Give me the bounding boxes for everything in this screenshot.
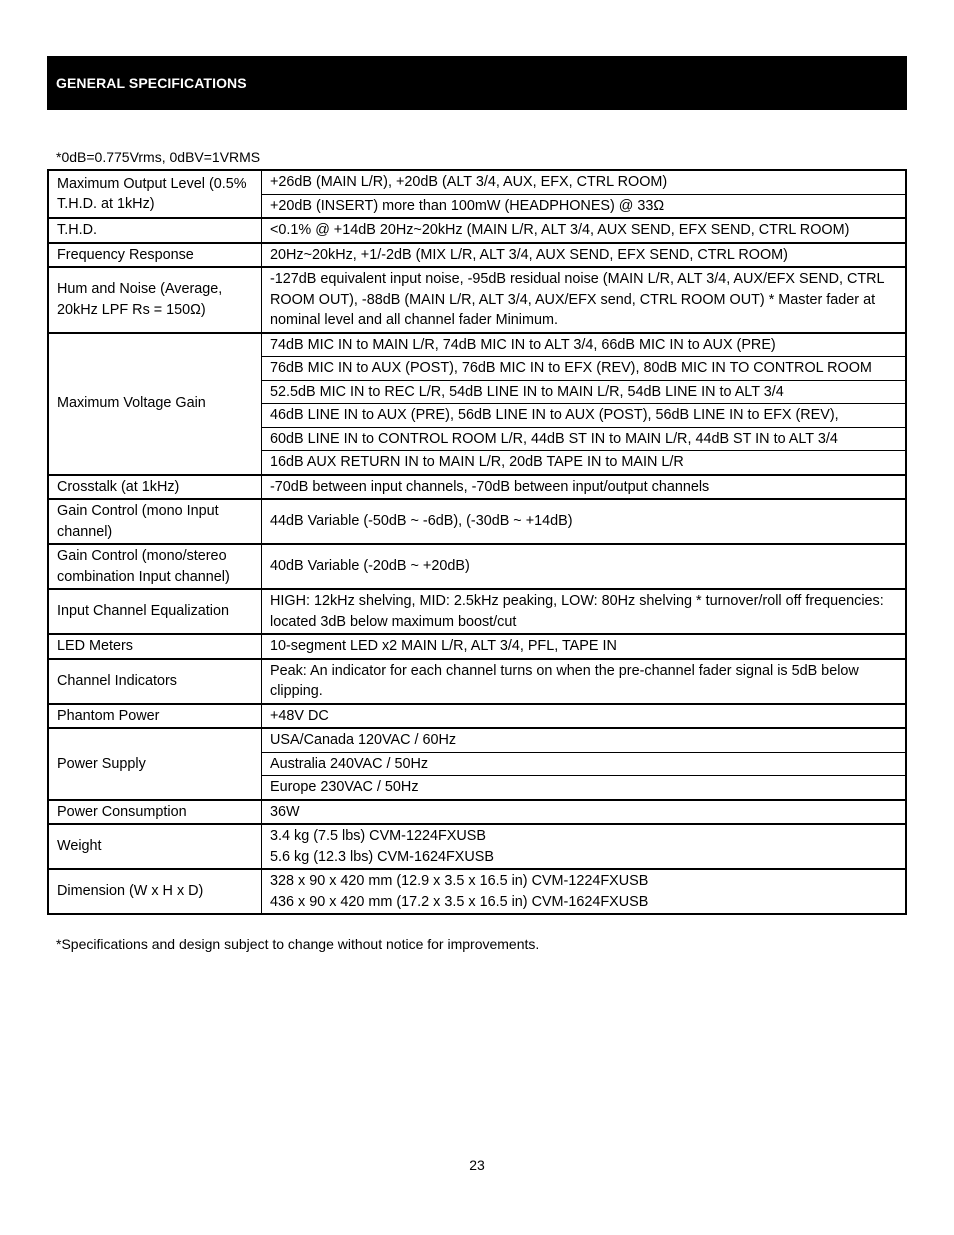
spec-value: 46dB LINE IN to AUX (PRE), 56dB LINE IN to AUX (POST), 56dB LINE IN to EFX (REV),: [262, 404, 907, 428]
spec-label: Channel Indicators: [48, 659, 262, 704]
spec-value: 60dB LINE IN to CONTROL ROOM L/R, 44dB ST IN to MAIN L/R, 44dB ST IN to ALT 3/4: [262, 427, 907, 451]
spec-value: 44dB Variable (-50dB ~ -6dB), (-30dB ~ +14dB): [262, 499, 907, 544]
section-header-bar: [47, 56, 907, 110]
spec-label: Hum and Noise (Average, 20kHz LPF Rs = 150Ω): [48, 267, 262, 333]
spec-label: LED Meters: [48, 634, 262, 659]
spec-row: [48, 704, 906, 729]
spec-row: [48, 544, 906, 589]
section-title: GENERAL SPECIFICATIONS: [56, 75, 247, 91]
spec-value: -70dB between input channels, -70dB between input/output channels: [262, 475, 907, 500]
spec-value: 76dB MIC IN to AUX (POST), 76dB MIC IN to EFX (REV), 80dB MIC IN TO CONTROL ROOM: [262, 357, 907, 381]
spec-label: Crosstalk (at 1kHz): [48, 475, 262, 500]
spec-row: [48, 869, 906, 914]
specifications-table: [47, 169, 907, 915]
spec-value: HIGH: 12kHz shelving, MID: 2.5kHz peaking, LOW: 80Hz shelving * turnover/roll off frequencies: located 3dB below maximum boost/cut: [262, 589, 907, 634]
spec-value: Australia 240VAC / 50Hz: [262, 752, 907, 776]
spec-label: Frequency Response: [48, 243, 262, 268]
spec-label: Weight: [48, 824, 262, 869]
spec-value: USA/Canada 120VAC / 60Hz: [262, 728, 907, 752]
page-number: 23: [469, 1157, 485, 1173]
spec-value: <0.1% @ +14dB 20Hz~20kHz (MAIN L/R, ALT 3/4, AUX SEND, EFX SEND, CTRL ROOM): [262, 218, 907, 243]
spec-label: Power Supply: [48, 728, 262, 800]
spec-row: [48, 634, 906, 659]
spec-value: 16dB AUX RETURN IN to MAIN L/R, 20dB TAPE IN to MAIN L/R: [262, 451, 907, 475]
spec-row: [48, 499, 906, 544]
spec-label: Gain Control (mono/stereo combination Input channel): [48, 544, 262, 589]
reference-note: *0dB=0.775Vrms, 0dBV=1VRMS: [56, 149, 261, 165]
spec-label: Power Consumption: [48, 800, 262, 825]
spec-row: [48, 475, 906, 500]
spec-value: 20Hz~20kHz, +1/-2dB (MIX L/R, ALT 3/4, AUX SEND, EFX SEND, CTRL ROOM): [262, 243, 907, 268]
disclaimer-note: *Specifications and design subject to change without notice for improvements.: [56, 936, 540, 952]
specifications-table-body: [48, 170, 906, 914]
spec-row: [48, 170, 906, 194]
spec-value: +20dB (INSERT) more than 100mW (HEADPHONES) @ 33Ω: [262, 194, 907, 218]
spec-value: Peak: An indicator for each channel turns on when the pre-channel fader signal is 5dB below clipping.: [262, 659, 907, 704]
spec-row: [48, 267, 906, 333]
spec-value: 52.5dB MIC IN to REC L/R, 54dB LINE IN to MAIN L/R, 54dB LINE IN to ALT 3/4: [262, 380, 907, 404]
spec-value: 3.4 kg (7.5 lbs) CVM-1224FXUSB 5.6 kg (12.3 lbs) CVM-1624FXUSB: [262, 824, 907, 869]
spec-row: [48, 589, 906, 634]
spec-row: [48, 218, 906, 243]
spec-value: +26dB (MAIN L/R), +20dB (ALT 3/4, AUX, EFX, CTRL ROOM): [262, 170, 907, 194]
spec-value: 40dB Variable (-20dB ~ +20dB): [262, 544, 907, 589]
spec-value: 74dB MIC IN to MAIN L/R, 74dB MIC IN to ALT 3/4, 66dB MIC IN to AUX (PRE): [262, 333, 907, 357]
spec-label: Phantom Power: [48, 704, 262, 729]
spec-label: Maximum Output Level (0.5% T.H.D. at 1kHz): [48, 170, 262, 218]
spec-value: -127dB equivalent input noise, -95dB residual noise (MAIN L/R, ALT 3/4, AUX/EFX SEND, CTRL ROOM OUT), -88dB (MAIN L/R, ALT 3/4, AUX/EFX send, CTRL ROOM OUT) * Master fader at nominal level and all channel fader Minimum.: [262, 267, 907, 333]
spec-row: [48, 800, 906, 825]
spec-label: Dimension (W x H x D): [48, 869, 262, 914]
spec-label: Maximum Voltage Gain: [48, 333, 262, 475]
spec-row: [48, 333, 906, 357]
spec-row: [48, 728, 906, 752]
spec-row: [48, 659, 906, 704]
spec-value: +48V DC: [262, 704, 907, 729]
spec-value: 10-segment LED x2 MAIN L/R, ALT 3/4, PFL, TAPE IN: [262, 634, 907, 659]
spec-value: 328 x 90 x 420 mm (12.9 x 3.5 x 16.5 in) CVM-1224FXUSB 436 x 90 x 420 mm (17.2 x 3.5 x 16.5 in) CVM-1624FXUSB: [262, 869, 907, 914]
spec-row: [48, 243, 906, 268]
spec-label: Input Channel Equalization: [48, 589, 262, 634]
spec-value: 36W: [262, 800, 907, 825]
spec-label: T.H.D.: [48, 218, 262, 243]
spec-row: [48, 824, 906, 869]
spec-value: Europe 230VAC / 50Hz: [262, 776, 907, 800]
spec-label: Gain Control (mono Input channel): [48, 499, 262, 544]
